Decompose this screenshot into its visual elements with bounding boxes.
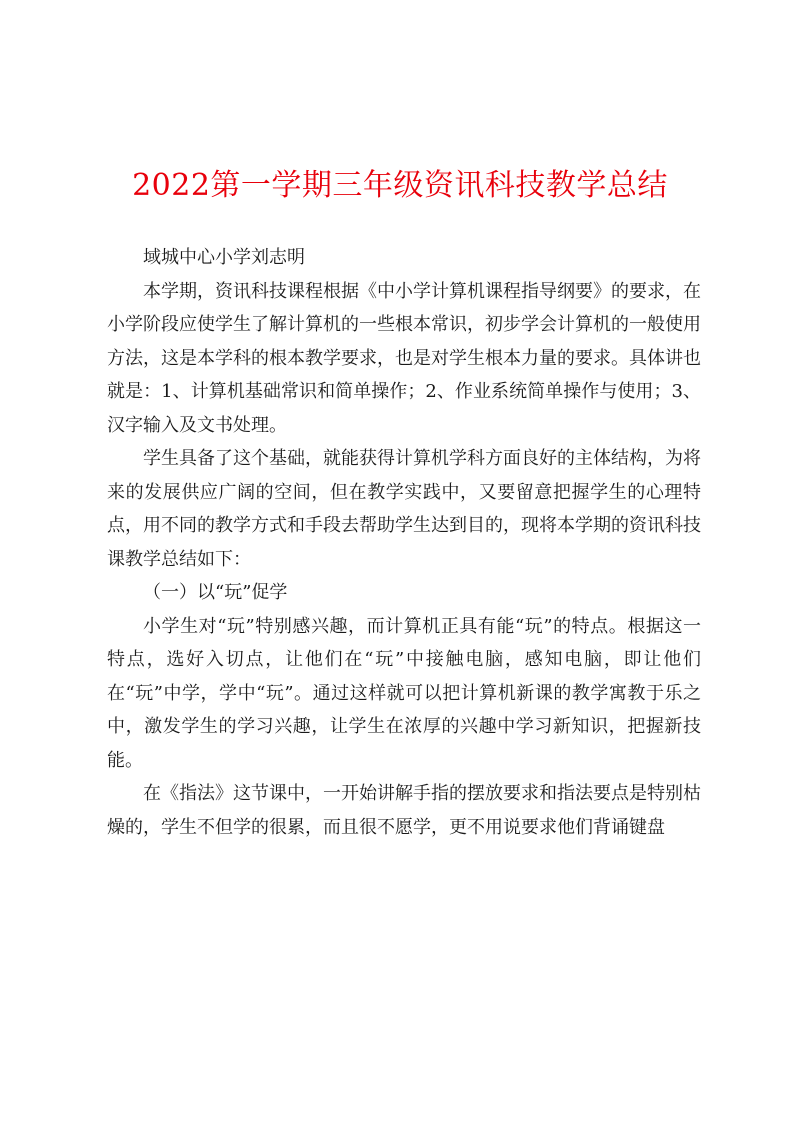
paragraph-fingering-lesson: 在《指法》这节课中，一开始讲解手指的摆放要求和指法要点是特别枯燥的，学生不但学的很累，而且很不愿学，更不用说要求他们背诵键盘 xyxy=(107,783,701,838)
author-line: 域城中心小学刘志明 xyxy=(143,247,305,268)
section-heading: （一）以“玩”促学 xyxy=(143,582,288,603)
paragraph-basis: 学生具备了这个基础，就能获得计算机学科方面良好的主体结构，为将来的发展供应广阔的空间，但在教学实践中，又要留意把握学生的心理特点，用不同的教学方式和手段去帮助学生达到目的，现将本学期的资讯科技课教学总结如下： xyxy=(107,448,701,570)
document-body xyxy=(107,241,701,844)
document-title: 2022第一学期三年级资讯科技教学总结 xyxy=(132,168,668,203)
paragraph-play-learning: 小学生对“玩”特别感兴趣，而计算机正具有能“玩”的特点。根据这一特点，选好入切点，让他们在“玩”中接触电脑，感知电脑，即让他们在“玩”中学，学中“玩”。通过这样就可以把计算机新课的教学寓教于乐之中，激发学生的学习兴趣，让学生在浓厚的兴趣中学习新知识，把握新技能。 xyxy=(107,615,701,771)
paragraph-intro: 本学期，资讯科技课程根据《中小学计算机课程指导纲要》的要求，在小学阶段应使学生了解计算机的一些根本常识，初步学会计算机的一般使用方法，这是本学科的根本教学要求，也是对学生根本力量的要求。具体讲也就是：1、计算机基础常识和简单操作；2、作业系统简单操作与使用；3、汉字输入及文书处理。 xyxy=(107,280,701,436)
